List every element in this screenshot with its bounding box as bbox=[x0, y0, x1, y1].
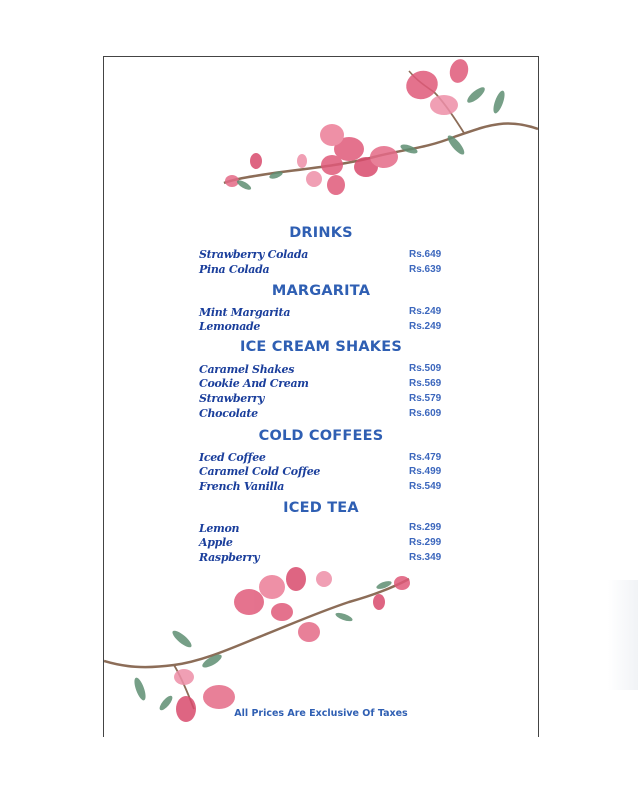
menu-item-price: Rs.249 bbox=[409, 306, 442, 317]
menu-item-price: Rs.299 bbox=[409, 537, 442, 548]
menu-item-name: Pina Colada bbox=[199, 263, 270, 276]
section-title-cold-coffees: COLD COFFEES bbox=[258, 428, 384, 444]
menu-item-price: Rs.499 bbox=[409, 466, 442, 477]
section-title-drinks: DRINKS bbox=[289, 225, 353, 241]
menu-item-price: Rs.579 bbox=[409, 393, 442, 404]
menu-item-name: Caramel Cold Coffee bbox=[199, 465, 321, 478]
menu-item-name: Iced Coffee bbox=[199, 451, 266, 464]
menu-item-name: Strawberry bbox=[199, 392, 265, 405]
menu-item-price: Rs.649 bbox=[409, 249, 442, 260]
menu-item-name: Lemon bbox=[199, 522, 240, 535]
menu-card bbox=[103, 56, 539, 737]
section-title-ice-cream-shakes: ICE CREAM SHAKES bbox=[240, 339, 402, 355]
menu-item-price: Rs.509 bbox=[409, 363, 442, 374]
menu-item-name: Strawberry Colada bbox=[199, 248, 309, 261]
menu-item-name: Caramel Shakes bbox=[199, 363, 295, 376]
menu-item-price: Rs.479 bbox=[409, 452, 442, 463]
tax-disclaimer: All Prices Are Exclusive Of Taxes bbox=[234, 708, 408, 719]
menu-item-price: Rs.349 bbox=[409, 552, 442, 563]
menu-item-name: Raspberry bbox=[199, 551, 260, 564]
section-title-iced-tea: ICED TEA bbox=[283, 500, 359, 516]
menu-item-price: Rs.549 bbox=[409, 481, 442, 492]
menu-item-name: Lemonade bbox=[199, 320, 261, 333]
menu-item-name: Apple bbox=[199, 536, 233, 549]
menu-item-price: Rs.249 bbox=[409, 321, 442, 332]
menu-item-price: Rs.609 bbox=[409, 408, 442, 419]
menu-item-name: Mint Margarita bbox=[199, 306, 291, 319]
menu-item-name: Chocolate bbox=[199, 407, 258, 420]
menu-item-price: Rs.299 bbox=[409, 522, 442, 533]
page-edge-shadow bbox=[608, 580, 638, 690]
section-title-margarita: MARGARITA bbox=[271, 283, 371, 299]
menu-item-price: Rs.639 bbox=[409, 264, 442, 275]
menu-item-price: Rs.569 bbox=[409, 378, 442, 389]
bottom-flower-decoration bbox=[104, 57, 538, 737]
menu-item-name: French Vanilla bbox=[199, 480, 285, 493]
menu-item-name: Cookie And Cream bbox=[199, 377, 309, 390]
